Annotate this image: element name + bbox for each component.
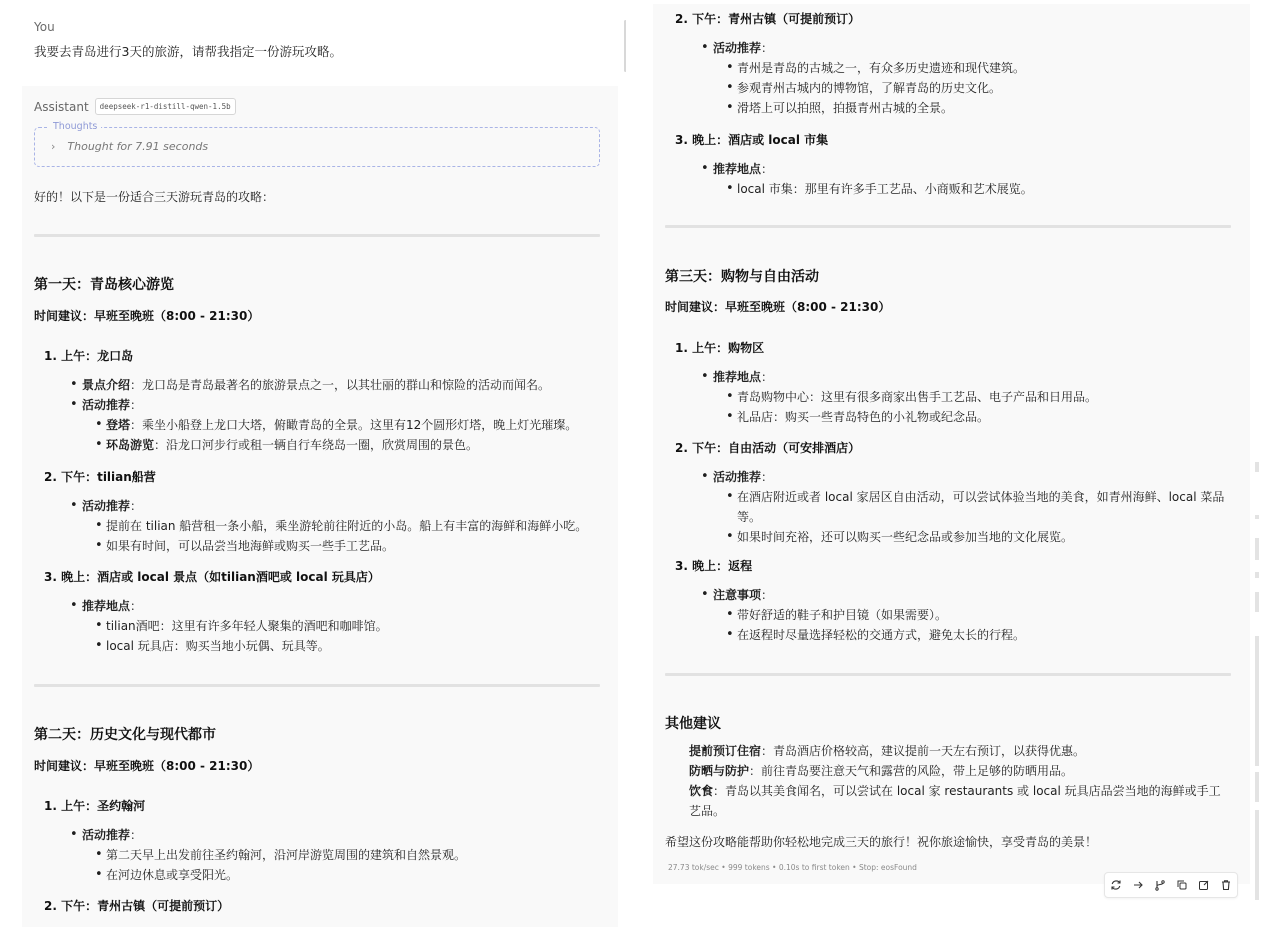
list-item: • local 玩具店：购买当地小玩偶、玩具等。 xyxy=(34,636,600,656)
day3-item2: 2. 下午：自由活动（可安排酒店） xyxy=(675,441,861,455)
list-item: • 如果有时间，可以品尝当地海鲜或购买一些手工艺品。 xyxy=(34,536,600,556)
list-item: • 饮食：青岛以其美食闻名，可以尝试在 local 家 restaurants 或 local 玩具店品尝当地的海鲜或手工艺品。 xyxy=(665,781,1231,821)
day2-item1: 1. 上午：圣约翰河 xyxy=(44,799,146,813)
minimap-marker[interactable] xyxy=(1255,810,1259,900)
minimap-marker[interactable] xyxy=(1255,572,1259,578)
edit-icon[interactable] xyxy=(1196,877,1212,893)
day2-item3: 3. 晚上：酒店或 local 市集 xyxy=(675,133,829,147)
minimap-marker[interactable] xyxy=(1255,592,1259,612)
closing-text: 希望这份攻略能帮助你轻松地完成三天的旅行！祝你旅途愉快，享受青岛的美景！ xyxy=(665,835,1098,849)
list-item: • 登塔：乘坐小船登上龙口大塔，俯瞰青岛的全景。这里有12个圆形灯塔，晚上灯光璀璨。 xyxy=(34,415,600,435)
chevron-right-icon[interactable]: › xyxy=(51,140,56,153)
list-item: • 活动推荐： xyxy=(665,38,1231,58)
thoughts-legend: Thoughts xyxy=(49,121,101,132)
list-item: • 推荐地点： xyxy=(665,159,1231,179)
divider xyxy=(665,673,1231,676)
thoughts-summary: Thought for 7.91 seconds xyxy=(67,140,209,153)
generation-stats: 27.73 tok/sec • 999 tokens • 0.10s to first token • Stop: eosFound xyxy=(668,863,917,872)
regenerate-icon[interactable] xyxy=(1108,877,1124,893)
minimap-marker[interactable] xyxy=(1255,772,1259,802)
day1-time: 时间建议：早班至晚班（8:00 - 21:30） xyxy=(34,309,260,323)
minimap-marker[interactable] xyxy=(1255,538,1259,560)
day1-item2: 2. 下午：tilian船营 xyxy=(44,470,156,484)
list-item: • 防晒与防护：前往青岛要注意天气和露营的风险，带上足够的防晒用品。 xyxy=(665,761,1231,781)
day3-item3: 3. 晚上：返程 xyxy=(675,559,753,573)
list-item: • 在河边休息或享受阳光。 xyxy=(34,865,600,885)
other-heading: 其他建议 xyxy=(665,716,721,732)
left-conversation-pane xyxy=(0,0,626,927)
day2-item2: 2. 下午：青州古镇（可提前预订） xyxy=(44,899,230,913)
day3-time: 时间建议：早班至晚班（8:00 - 21:30） xyxy=(665,300,891,314)
divider xyxy=(665,225,1231,228)
list-item: • 提前在 tilian 船营租一条小船，乘坐游轮前往附近的小岛。船上有丰富的海鲜和海鲜小吃。 xyxy=(34,516,600,536)
user-message-text: 我要去青岛进行3天的旅游，请帮我指定一份游玩攻略。 xyxy=(34,44,342,59)
delete-icon[interactable] xyxy=(1218,877,1234,893)
user-message xyxy=(34,20,614,60)
assistant-message-continued xyxy=(653,4,1250,884)
scrollbar-thumb[interactable] xyxy=(624,20,626,72)
list-item: • 提前预订住宿：青岛酒店价格较高，建议提前一天左右预订，以获得优惠。 xyxy=(665,741,1231,761)
divider xyxy=(34,234,600,237)
list-item: • 参观青州古城内的博物馆，了解青岛的历史文化。 xyxy=(665,78,1231,98)
minimap-marker[interactable] xyxy=(1255,515,1259,519)
list-item: • 青州是青岛的古城之一，有众多历史遗迹和现代建筑。 xyxy=(665,58,1231,78)
model-badge: deepseek-r1-distill-qwen-1.5b xyxy=(95,98,236,115)
day2-item2: 2. 下午：青州古镇（可提前预订） xyxy=(675,12,861,26)
list-item: • 礼品店：购买一些青岛特色的小礼物或纪念品。 xyxy=(665,407,1231,427)
list-item: • 滑塔上可以拍照，拍摄青州古城的全景。 xyxy=(665,98,1231,118)
day3-heading: 第三天：购物与自由活动 xyxy=(665,269,819,285)
day2-heading: 第二天：历史文化与现代都市 xyxy=(34,727,216,743)
list-item: • 推荐地点： xyxy=(34,596,600,616)
assistant-message xyxy=(22,86,618,927)
day1-item1: 1. 上午：龙口岛 xyxy=(44,349,134,363)
continue-icon[interactable] xyxy=(1130,877,1146,893)
thoughts-collapsible[interactable] xyxy=(34,121,600,167)
list-item: • 带好舒适的鞋子和护目镜（如果需要）。 xyxy=(665,605,1231,625)
list-item: • 第二天早上出发前往圣约翰河，沿河岸游览周围的建筑和自然景观。 xyxy=(34,845,600,865)
day2-time: 时间建议：早班至晚班（8:00 - 21:30） xyxy=(34,759,260,773)
day3-item1: 1. 上午：购物区 xyxy=(675,341,765,355)
list-item: • 环岛游览：沿龙口河步行或租一辆自行车绕岛一圈，欣赏周围的景色。 xyxy=(34,435,600,455)
branch-icon[interactable] xyxy=(1152,877,1168,893)
list-item: • tilian酒吧：这里有许多年轻人聚集的酒吧和咖啡馆。 xyxy=(34,616,600,636)
assistant-header xyxy=(34,98,236,115)
assistant-label: Assistant xyxy=(34,99,89,114)
right-conversation-pane xyxy=(653,0,1250,927)
list-item: • 活动推荐： xyxy=(665,467,1231,487)
list-item: • local 市集：那里有许多手工艺品、小商贩和艺术展览。 xyxy=(665,179,1231,199)
list-item: • 如果时间充裕，还可以购买一些纪念品或参加当地的文化展览。 xyxy=(665,527,1231,547)
list-item: • 注意事项： xyxy=(665,585,1231,605)
intro-text: 好的！以下是一份适合三天游玩青岛的攻略： xyxy=(34,190,275,204)
list-item: • 景点介绍：龙口岛是青岛最著名的旅游景点之一，以其壮丽的群山和惊险的活动而闻名。 xyxy=(34,375,600,395)
list-item: • 活动推荐： xyxy=(34,395,600,415)
divider xyxy=(34,684,600,687)
copy-icon[interactable] xyxy=(1174,877,1190,893)
minimap-marker[interactable] xyxy=(1255,636,1259,766)
list-item: • 活动推荐： xyxy=(34,496,600,516)
user-label: You xyxy=(34,20,55,34)
list-item: • 青岛购物中心：这里有很多商家出售手工艺品、电子产品和日用品。 xyxy=(665,387,1231,407)
list-item: • 在返程时尽量选择轻松的交通方式，避免太长的行程。 xyxy=(665,625,1231,645)
minimap-marker[interactable] xyxy=(1255,462,1259,472)
list-item: • 在酒店附近或者 local 家居区自由活动，可以尝试体验当地的美食，如青州海鲜、local 菜品等。 xyxy=(665,487,1231,527)
list-item: • 推荐地点： xyxy=(665,367,1231,387)
day1-heading: 第一天：青岛核心游览 xyxy=(34,277,174,293)
day1-item3: 3. 晚上：酒店或 local 景点（如tilian酒吧或 local 玩具店） xyxy=(44,570,380,584)
list-item: • 活动推荐： xyxy=(34,825,600,845)
message-toolbar xyxy=(1104,872,1238,898)
